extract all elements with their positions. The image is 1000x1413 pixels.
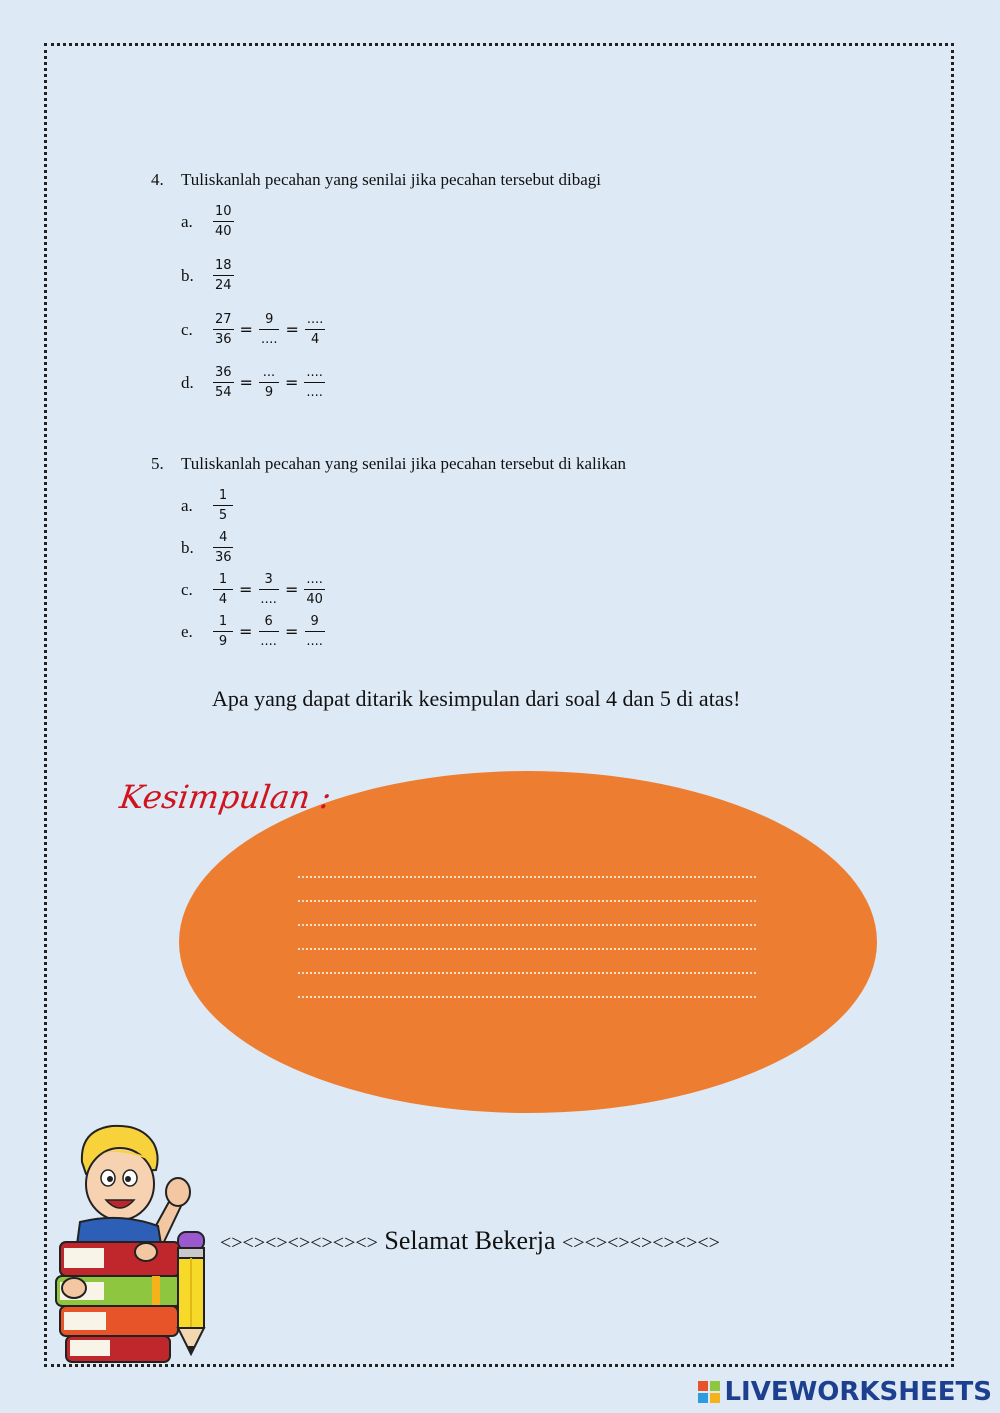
answer-line-2[interactable] <box>298 900 756 902</box>
equals-sign: = <box>284 373 299 392</box>
brand-name: LIVEWORKSHEETS <box>724 1377 992 1407</box>
fraction-denominator: 54 <box>215 385 232 400</box>
fraction-denominator: 40 <box>215 224 232 239</box>
answer-line-3[interactable] <box>298 924 756 926</box>
equals-sign: = <box>284 622 299 641</box>
item-label: d. <box>181 372 194 392</box>
q4-item-3 <box>181 365 327 400</box>
fraction <box>259 365 279 400</box>
fraction-numerator: 6 <box>259 614 279 632</box>
item-label: c. <box>181 579 193 599</box>
fraction <box>213 312 234 347</box>
question-4-number: 4. <box>151 170 164 189</box>
fraction-numerator: 10 <box>213 204 234 222</box>
fraction <box>258 572 279 607</box>
fraction-numerator[interactable]: .... <box>305 312 326 330</box>
fraction <box>258 614 279 649</box>
conclusion-question: Apa yang dapat ditarik kesimpulan dari soal 4 dan 5 di atas! <box>212 686 741 711</box>
question-4-title <box>151 170 601 190</box>
liveworksheets-brand <box>698 1377 992 1407</box>
equals-sign: = <box>239 580 253 599</box>
answer-line-4[interactable] <box>298 948 756 950</box>
fraction-numerator: 27 <box>213 312 234 330</box>
fraction <box>213 530 234 565</box>
footer-left-deco: <><><><><><><> <box>220 1232 378 1254</box>
fraction-denominator: 36 <box>215 332 232 347</box>
question-4-text: Tuliskanlah pecahan yang senilai jika pecahan tersebut dibagi <box>181 170 601 189</box>
fraction-denominator: 4 <box>311 332 320 347</box>
fraction-denominator: 24 <box>215 278 232 293</box>
fraction <box>213 258 234 293</box>
fraction-numerator[interactable]: .... <box>304 572 325 590</box>
fraction-denominator: 40 <box>306 592 323 607</box>
fraction-numerator: 4 <box>213 530 233 548</box>
footer-greeting <box>220 1226 720 1256</box>
fraction-numerator: 1 <box>213 614 233 632</box>
fraction-numerator: 1 <box>213 572 233 590</box>
answer-line-6[interactable] <box>298 996 756 998</box>
item-label: b. <box>181 265 194 285</box>
fraction <box>213 614 233 649</box>
fraction-numerator: 9 <box>259 312 279 330</box>
equals-sign: = <box>239 373 253 392</box>
equals-sign: = <box>239 320 253 339</box>
fraction <box>213 572 233 607</box>
fraction-denominator: 5 <box>218 508 228 523</box>
question-5-number: 5. <box>151 454 164 473</box>
q4-item-0 <box>181 204 236 239</box>
fraction <box>259 312 280 347</box>
item-label: c. <box>181 319 193 339</box>
pencil-icon <box>170 1226 215 1361</box>
fraction <box>304 614 325 649</box>
fraction-denominator[interactable]: .... <box>306 385 323 400</box>
q5-item-2 <box>181 572 327 607</box>
answer-line-1[interactable] <box>298 876 756 878</box>
fraction <box>305 312 326 347</box>
equals-sign: = <box>239 622 253 641</box>
question-5-title <box>151 454 626 474</box>
fraction <box>304 365 325 400</box>
fraction-numerator: 36 <box>213 365 234 383</box>
fraction-denominator: 9 <box>264 385 274 400</box>
fraction <box>304 572 325 607</box>
fraction-denominator: 4 <box>218 592 228 607</box>
fraction <box>213 204 234 239</box>
fraction-numerator: 18 <box>213 258 234 276</box>
q5-item-3 <box>181 614 327 649</box>
item-label: a. <box>181 495 193 515</box>
fraction-denominator: 36 <box>215 550 232 565</box>
item-label: e. <box>181 621 193 641</box>
conclusion-answer-area[interactable] <box>179 771 877 1113</box>
q4-item-1 <box>181 258 236 293</box>
item-label: b. <box>181 537 194 557</box>
fraction-numerator: 1 <box>213 488 233 506</box>
fraction <box>213 365 234 400</box>
fraction <box>213 488 233 523</box>
fraction-numerator: 9 <box>305 614 325 632</box>
fraction-numerator: 3 <box>259 572 279 590</box>
liveworksheets-logo-icon <box>698 1381 720 1403</box>
fraction-numerator[interactable]: ... <box>259 365 279 383</box>
footer-text: Selamat Bekerja <box>384 1226 556 1255</box>
q4-item-2 <box>181 312 327 347</box>
equals-sign: = <box>285 320 299 339</box>
item-label: a. <box>181 211 193 231</box>
fraction-denominator[interactable]: .... <box>260 592 277 607</box>
fraction-denominator[interactable]: .... <box>260 332 278 347</box>
q5-item-0 <box>181 488 235 523</box>
conclusion-heading: Kesimpulan : <box>117 778 334 816</box>
footer-right-deco: <><><><><><><> <box>562 1232 720 1254</box>
fraction-denominator: 9 <box>218 634 228 649</box>
fraction-denominator[interactable]: .... <box>306 634 323 649</box>
answer-line-5[interactable] <box>298 972 756 974</box>
equals-sign: = <box>284 580 299 599</box>
fraction-denominator[interactable]: .... <box>260 634 277 649</box>
q5-item-1 <box>181 530 236 565</box>
question-5-text: Tuliskanlah pecahan yang senilai jika pecahan tersebut di kalikan <box>181 454 627 473</box>
fraction-numerator[interactable]: .... <box>304 365 325 383</box>
